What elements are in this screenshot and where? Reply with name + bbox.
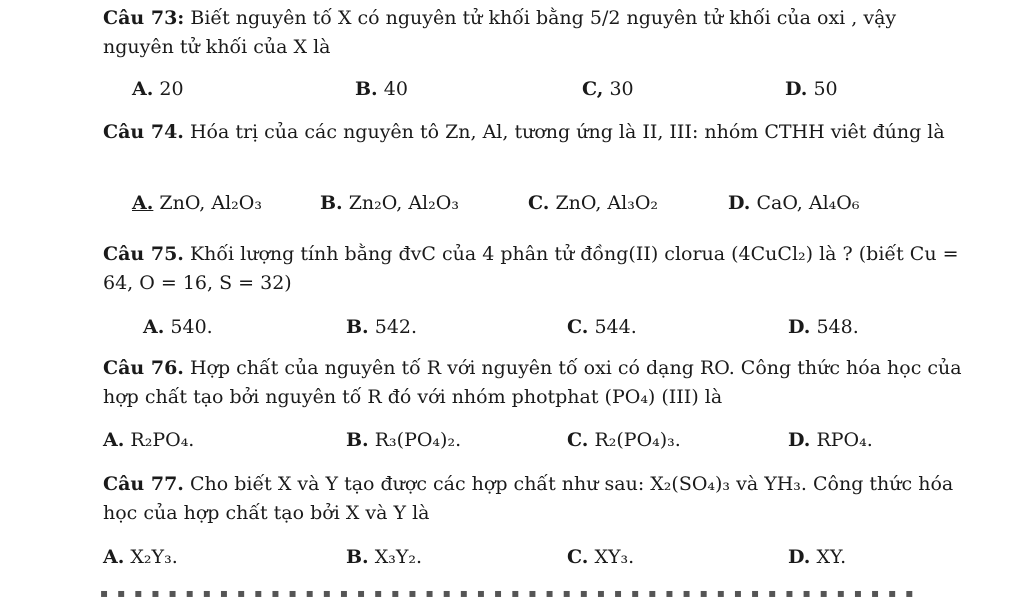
question-73 [103, 4, 963, 62]
options-row-76 [0, 426, 1024, 454]
question-text: Cho biết X và Y tạo được các hợp chất như sau: X₂(SO₄)₃ và YH₃. Công thức hóa học của hợp chất tạo bởi X và Y là [103, 473, 954, 524]
question-77 [103, 470, 963, 528]
option-d[interactable]: D. RPO₄. [788, 429, 873, 451]
option-d[interactable]: D. XY. [788, 546, 847, 568]
question-label: Câu 76. [103, 357, 184, 379]
option-b[interactable]: B. Zn₂O, Al₂O₃ [320, 192, 459, 214]
options-row-73 [0, 75, 1024, 103]
question-text: Khối lượng tính bằng đvC của 4 phân tử đồng(II) clorua (4CuCl₂) là ? (biết Cu = 64, O = 16, S = 32) [103, 243, 959, 294]
options-row-75 [0, 313, 1024, 341]
option-c[interactable]: C. R₂(PO₄)₃. [567, 429, 681, 451]
option-b[interactable]: B. X₃Y₂. [346, 546, 423, 568]
option-c[interactable]: C. XY₃. [567, 546, 635, 568]
option-a[interactable]: A. 20 [132, 78, 184, 100]
question-label: Câu 77. [103, 473, 184, 495]
question-label: Câu 74. [103, 121, 184, 143]
option-c[interactable]: C. ZnO, Al₃O₂ [528, 192, 659, 214]
question-text: Hợp chất của nguyên tố R với nguyên tố oxi có dạng RO. Công thức hóa học của hợp chất tạo bởi nguyên tố R đó với nhóm photphat (PO₄) (III) là [103, 357, 962, 408]
question-text: Hóa trị của các nguyên tô Zn, Al, tương ứng là II, III: nhóm CTHH viêt đúng là [183, 121, 945, 143]
option-a[interactable]: A. 540. [143, 316, 213, 338]
option-c[interactable]: C, 30 [582, 78, 634, 100]
question-75 [103, 240, 963, 298]
options-row-74 [0, 189, 1024, 217]
option-b[interactable]: B. R₃(PO₄)₂. [346, 429, 462, 451]
option-b[interactable]: B. 40 [355, 78, 408, 100]
option-a[interactable]: A. X₂Y₃. [103, 546, 178, 568]
cropped-next-line: ▪▪▪▪▪▪▪▪▪▪▪▪▪▪▪▪▪▪▪▪▪▪▪▪▪▪▪▪▪▪▪▪▪▪▪▪▪▪▪▪▪▪▪▪▪▪▪▪ [100, 586, 923, 600]
question-text: Biết nguyên tố X có nguyên tử khối bằng 5/2 nguyên tử khối của oxi , vậy nguyên tử khối của X là [103, 7, 897, 58]
option-d[interactable]: D. 50 [785, 78, 838, 100]
option-a[interactable]: A. ZnO, Al₂O₃ [132, 192, 262, 214]
question-74 [103, 118, 963, 147]
option-a[interactable]: A. R₂PO₄. [103, 429, 195, 451]
option-c[interactable]: C. 544. [567, 316, 637, 338]
question-label: Câu 73: [103, 7, 185, 29]
option-b[interactable]: B. 542. [346, 316, 418, 338]
question-76 [103, 354, 963, 412]
option-d[interactable]: D. CaO, Al₄O₆ [728, 192, 860, 214]
question-label: Câu 75. [103, 243, 184, 265]
options-row-77 [0, 543, 1024, 571]
option-d[interactable]: D. 548. [788, 316, 859, 338]
